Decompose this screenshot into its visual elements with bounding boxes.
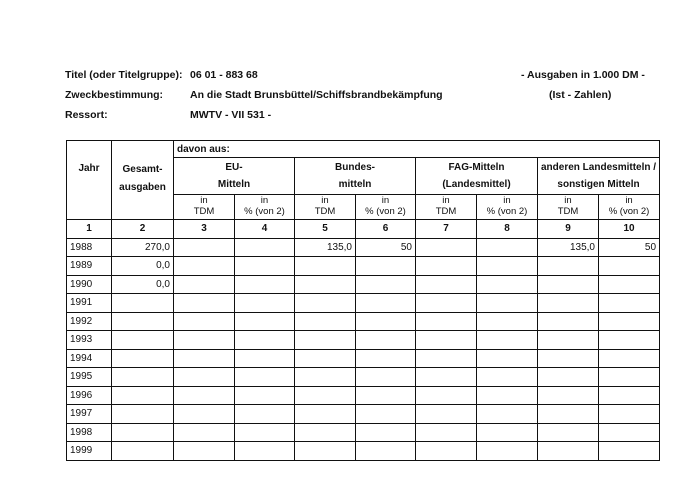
value-cell [112, 368, 174, 387]
value-cell [356, 294, 416, 313]
value-cell [356, 386, 416, 405]
value-cell [477, 294, 538, 313]
subheader-in-label: in [503, 195, 511, 206]
year-cell: 1989 [67, 257, 112, 276]
subheader-pct [599, 195, 660, 220]
group-bund-line2: mitteln [338, 179, 372, 190]
year-cell: 1999 [67, 442, 112, 461]
subheader-in-label: in [381, 195, 390, 206]
value-cell [416, 442, 477, 461]
subheader-unit-label: TDM [314, 206, 336, 217]
value-cell [477, 312, 538, 331]
value-cell [538, 294, 599, 313]
value-cell: 0,0 [112, 275, 174, 294]
subheader-unit-label: % (von 2) [486, 206, 528, 217]
value-cell [112, 405, 174, 424]
value-cell [174, 349, 235, 368]
zweck-label: Zweckbestimmung: [65, 89, 164, 101]
group-sonst-header [538, 158, 660, 195]
value-cell [295, 386, 356, 405]
value-cell [235, 238, 295, 257]
value-cell [538, 423, 599, 442]
year-cell: 1991 [67, 294, 112, 313]
subheader-pct [356, 195, 416, 220]
value-cell: 135,0 [295, 238, 356, 257]
value-cell [599, 386, 660, 405]
value-cell [599, 257, 660, 276]
value-cell [112, 423, 174, 442]
value-cell: 270,0 [112, 238, 174, 257]
subheader-in-label: in [321, 195, 329, 206]
subheader-unit-label: TDM [435, 206, 457, 217]
value-cell [174, 331, 235, 350]
table-row [67, 442, 660, 461]
value-cell [416, 405, 477, 424]
zweck-value: An die Stadt Brunsbüttel/Schiffsbrandbekämpfung [190, 89, 443, 101]
column-number: 9 [538, 220, 599, 239]
value-cell [235, 442, 295, 461]
value-cell [112, 386, 174, 405]
column-number: 7 [416, 220, 477, 239]
value-cell [477, 386, 538, 405]
subheader-in-label: in [564, 195, 572, 206]
year-cell: 1992 [67, 312, 112, 331]
value-cell [599, 312, 660, 331]
value-cell [599, 349, 660, 368]
year-cell: 1990 [67, 275, 112, 294]
value-cell [599, 294, 660, 313]
subheader-unit-label: % (von 2) [365, 206, 406, 217]
value-cell [235, 386, 295, 405]
value-cell [356, 423, 416, 442]
group-eu-line1: EU- [225, 162, 243, 173]
group-fag-line1: FAG-Mitteln [448, 162, 505, 173]
value-cell [538, 257, 599, 276]
value-cell [295, 368, 356, 387]
subheader-unit-label: % (von 2) [244, 206, 285, 217]
value-cell [174, 386, 235, 405]
value-cell [295, 349, 356, 368]
value-cell [477, 442, 538, 461]
value-cell [416, 257, 477, 276]
year-cell: 1998 [67, 423, 112, 442]
table-row [67, 368, 660, 387]
table-row [67, 312, 660, 331]
value-cell [477, 405, 538, 424]
value-cell [599, 368, 660, 387]
value-cell [174, 238, 235, 257]
value-cell [599, 275, 660, 294]
value-cell [295, 442, 356, 461]
value-cell [416, 423, 477, 442]
value-cell [112, 331, 174, 350]
column-number: 4 [235, 220, 295, 239]
value-cell [295, 294, 356, 313]
value-cell [235, 275, 295, 294]
subheader-tdm [538, 195, 599, 220]
value-cell [174, 423, 235, 442]
value-cell [416, 294, 477, 313]
value-cell [477, 423, 538, 442]
subheader-in-label: in [625, 195, 633, 206]
group-fag-header [416, 158, 538, 195]
table-row [67, 331, 660, 350]
value-cell [416, 275, 477, 294]
value-cell [538, 386, 599, 405]
titel-value: 06 01 - 883 68 [190, 69, 258, 81]
value-cell [174, 312, 235, 331]
value-cell [416, 386, 477, 405]
table-row [67, 405, 660, 424]
table-row [67, 386, 660, 405]
value-cell: 50 [356, 238, 416, 257]
col-gesamt-header [112, 141, 174, 220]
value-cell: 50 [599, 238, 660, 257]
value-cell [416, 312, 477, 331]
table-row [67, 275, 660, 294]
value-cell [356, 349, 416, 368]
value-cell [112, 294, 174, 313]
value-cell [538, 368, 599, 387]
value-cell [174, 405, 235, 424]
subheader-tdm [295, 195, 356, 220]
value-cell [295, 275, 356, 294]
column-number: 8 [477, 220, 538, 239]
group-sonst-line2: sonstigen Mitteln [557, 179, 640, 190]
value-cell [599, 405, 660, 424]
value-cell [235, 257, 295, 276]
value-cell [174, 442, 235, 461]
value-cell [538, 331, 599, 350]
subheader-tdm [416, 195, 477, 220]
year-cell: 1996 [67, 386, 112, 405]
value-cell [174, 368, 235, 387]
value-cell [477, 349, 538, 368]
value-cell [112, 312, 174, 331]
group-eu-line2: Mitteln [217, 179, 251, 190]
value-cell: 135,0 [538, 238, 599, 257]
subheader-unit-label: TDM [557, 206, 579, 217]
subheader-pct [235, 195, 295, 220]
value-cell [356, 368, 416, 387]
table-row [67, 423, 660, 442]
value-cell [174, 275, 235, 294]
year-cell: 1995 [67, 368, 112, 387]
column-number: 1 [67, 220, 112, 239]
value-cell [174, 257, 235, 276]
davon-aus-header: davon aus: [174, 141, 660, 158]
value-cell [235, 331, 295, 350]
value-cell [356, 442, 416, 461]
titel-label: Titel (oder Titelgruppe): [65, 69, 183, 81]
value-cell [112, 442, 174, 461]
ausgaben-note: - Ausgaben in 1.000 DM - [521, 69, 645, 81]
group-eu-header [174, 158, 295, 195]
subheader-in-label: in [260, 195, 269, 206]
column-number: 2 [112, 220, 174, 239]
value-cell [599, 442, 660, 461]
value-cell [477, 238, 538, 257]
value-cell [538, 275, 599, 294]
value-cell [356, 331, 416, 350]
value-cell [477, 275, 538, 294]
subheader-unit-label: % (von 2) [608, 206, 650, 217]
value-cell [416, 368, 477, 387]
value-cell [295, 331, 356, 350]
col-jahr-header: Jahr [67, 141, 112, 220]
table-row [67, 349, 660, 368]
year-cell: 1988 [67, 238, 112, 257]
value-cell [356, 312, 416, 331]
value-cell [416, 331, 477, 350]
value-cell [477, 257, 538, 276]
table-row [67, 294, 660, 313]
column-number: 5 [295, 220, 356, 239]
group-bund-line1: Bundes- [335, 162, 375, 173]
value-cell [235, 312, 295, 331]
group-bund-header [295, 158, 416, 195]
value-cell [356, 405, 416, 424]
value-cell [477, 331, 538, 350]
year-cell: 1997 [67, 405, 112, 424]
ressort-label: Ressort: [65, 109, 108, 121]
value-cell [538, 442, 599, 461]
value-cell [174, 294, 235, 313]
value-cell [235, 294, 295, 313]
value-cell [599, 423, 660, 442]
col-gesamt-line1: Gesamt- [122, 164, 163, 175]
subheader-pct [477, 195, 538, 220]
subheader-tdm [174, 195, 235, 220]
value-cell [538, 312, 599, 331]
subheader-in-label: in [200, 195, 208, 206]
ist-note: (Ist - Zahlen) [549, 89, 612, 101]
subheader-unit-label: TDM [193, 206, 215, 217]
value-cell [235, 349, 295, 368]
value-cell [295, 257, 356, 276]
column-number: 6 [356, 220, 416, 239]
value-cell: 0,0 [112, 257, 174, 276]
value-cell [538, 349, 599, 368]
value-cell [356, 257, 416, 276]
table-row [67, 257, 660, 276]
column-number: 3 [174, 220, 235, 239]
group-fag-line2: (Landesmittel) [442, 179, 511, 190]
year-cell: 1993 [67, 331, 112, 350]
column-number: 10 [599, 220, 660, 239]
value-cell [416, 349, 477, 368]
value-cell [416, 238, 477, 257]
value-cell [599, 331, 660, 350]
value-cell [235, 405, 295, 424]
value-cell [112, 349, 174, 368]
value-cell [235, 423, 295, 442]
year-cell: 1994 [67, 349, 112, 368]
table-row [67, 238, 660, 257]
value-cell [295, 312, 356, 331]
value-cell [295, 423, 356, 442]
ressort-value: MWTV - VII 531 - [190, 109, 272, 121]
group-sonst-line1: anderen Landesmitteln / [541, 162, 657, 173]
col-gesamt-line2: ausgaben [119, 182, 166, 193]
value-cell [295, 405, 356, 424]
value-cell [477, 368, 538, 387]
value-cell [538, 405, 599, 424]
ausgaben-table [66, 140, 660, 461]
subheader-in-label: in [442, 195, 450, 206]
value-cell [235, 368, 295, 387]
value-cell [356, 275, 416, 294]
